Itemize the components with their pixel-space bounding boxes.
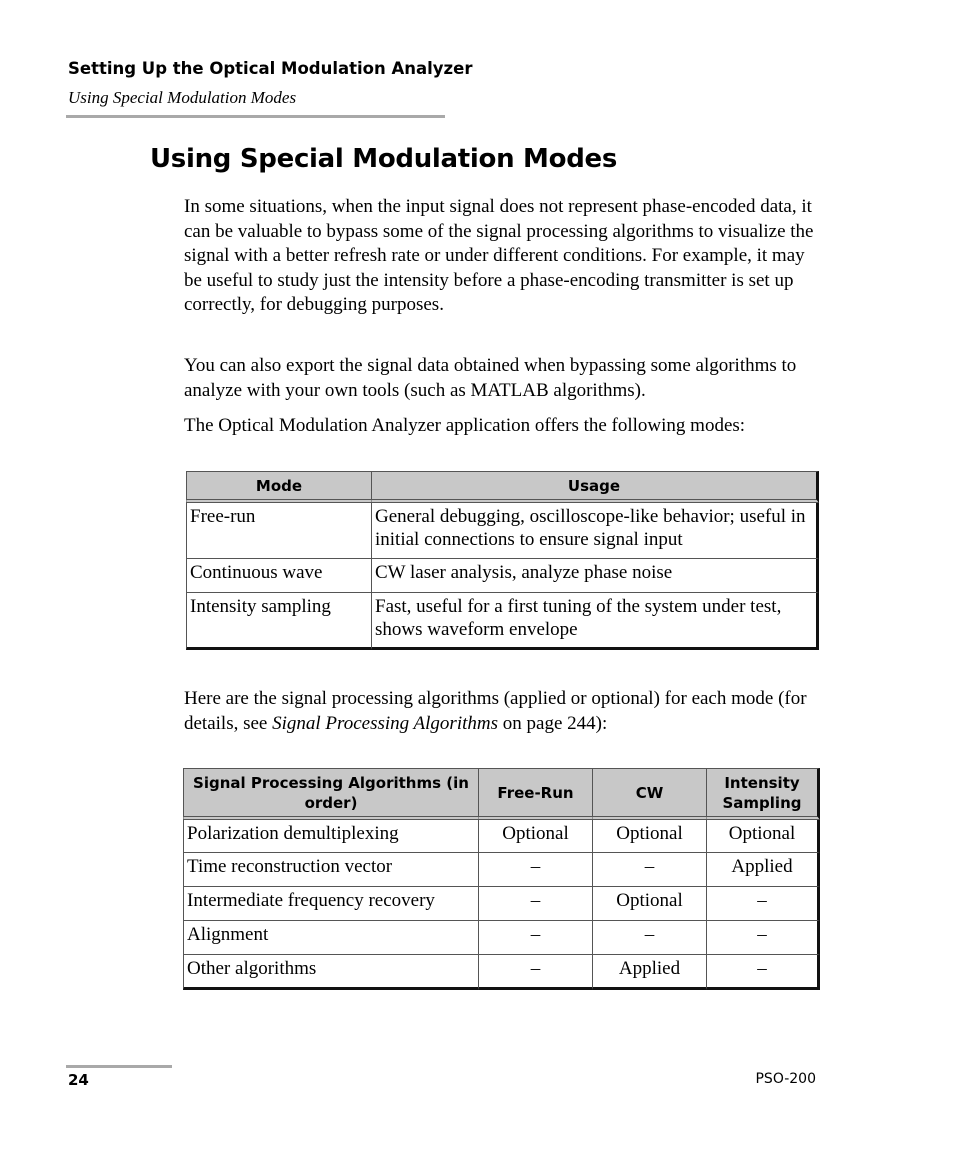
mode-cell: Continuous wave — [186, 559, 372, 593]
para4-text-before: Here are the signal processing algorithms (applied or optional) for each mode (for details, see — [184, 688, 807, 734]
table-row — [183, 955, 820, 990]
mode-cell: Intensity sampling — [186, 593, 372, 650]
page-number: 24 — [68, 1071, 89, 1089]
cw-cell: Applied — [593, 955, 707, 990]
column-header-mode: Mode — [186, 471, 372, 503]
product-name: PSO-200 — [755, 1071, 816, 1087]
column-header-intensity-sampling: Intensity Sampling — [707, 768, 820, 820]
column-header-usage: Usage — [372, 471, 819, 503]
table-row — [183, 887, 820, 921]
table-row — [183, 853, 820, 887]
algorithm-cell: Other algorithms — [183, 955, 479, 990]
section-subtitle: Using Special Modulation Modes — [68, 88, 297, 107]
cross-reference-link[interactable]: Signal Processing Algorithms — [272, 712, 499, 734]
paragraph-export: You can also export the signal data obtained when bypassing some algorithms to analyze with your own tools (such as MATLAB algorithms). — [184, 355, 797, 401]
paragraph-intro: In some situations, when the input signal does not represent phase-encoded data, it can be valuable to bypass some of the signal processing algorithms to visualize the signal with a better refresh rate or under different conditions. For example, it may be useful to study just the intensity before a phase-encoding transmitter is set up correctly, for debugging purposes. — [184, 196, 814, 315]
usage-cell: Fast, useful for a first tuning of the system under test, shows waveform envelope — [372, 593, 819, 650]
free-run-cell: – — [479, 887, 593, 921]
header-rule — [66, 115, 445, 118]
modes-table — [186, 471, 819, 650]
intensity-sampling-cell: Optional — [707, 820, 820, 853]
table-row — [183, 820, 820, 853]
table-row — [183, 921, 820, 955]
section-title: Using Special Modulation Modes — [150, 144, 618, 174]
cw-cell: Optional — [593, 887, 707, 921]
algorithms-table — [183, 768, 820, 990]
intensity-sampling-cell: – — [707, 955, 820, 990]
cw-cell: – — [593, 853, 707, 887]
para4-text-after: on page 244): — [498, 712, 608, 734]
table-row — [186, 559, 819, 593]
cw-cell: Optional — [593, 820, 707, 853]
table-row — [186, 593, 819, 650]
column-header-algorithm: Signal Processing Algorithms (in order) — [183, 768, 479, 820]
free-run-cell: – — [479, 853, 593, 887]
free-run-cell: – — [479, 955, 593, 990]
usage-cell: CW laser analysis, analyze phase noise — [372, 559, 819, 593]
algorithm-cell: Polarization demultiplexing — [183, 820, 479, 853]
algorithm-cell: Intermediate frequency recovery — [183, 887, 479, 921]
paragraph-algorithms-intro — [184, 687, 824, 736]
usage-cell: General debugging, oscilloscope-like behavior; useful in initial connections to ensure signal input — [372, 503, 819, 559]
intensity-sampling-cell: – — [707, 887, 820, 921]
algorithm-cell: Time reconstruction vector — [183, 853, 479, 887]
free-run-cell: Optional — [479, 820, 593, 853]
column-header-cw: CW — [593, 768, 707, 820]
free-run-cell: – — [479, 921, 593, 955]
table-row — [186, 503, 819, 559]
cw-cell: – — [593, 921, 707, 955]
intensity-sampling-cell: Applied — [707, 853, 820, 887]
intensity-sampling-cell: – — [707, 921, 820, 955]
mode-cell: Free-run — [186, 503, 372, 559]
paragraph-modes-intro: The Optical Modulation Analyzer application offers the following modes: — [184, 415, 746, 436]
footer-rule — [66, 1065, 172, 1068]
chapter-title: Setting Up the Optical Modulation Analyzer — [68, 59, 473, 78]
algorithm-cell: Alignment — [183, 921, 479, 955]
column-header-free-run: Free-Run — [479, 768, 593, 820]
